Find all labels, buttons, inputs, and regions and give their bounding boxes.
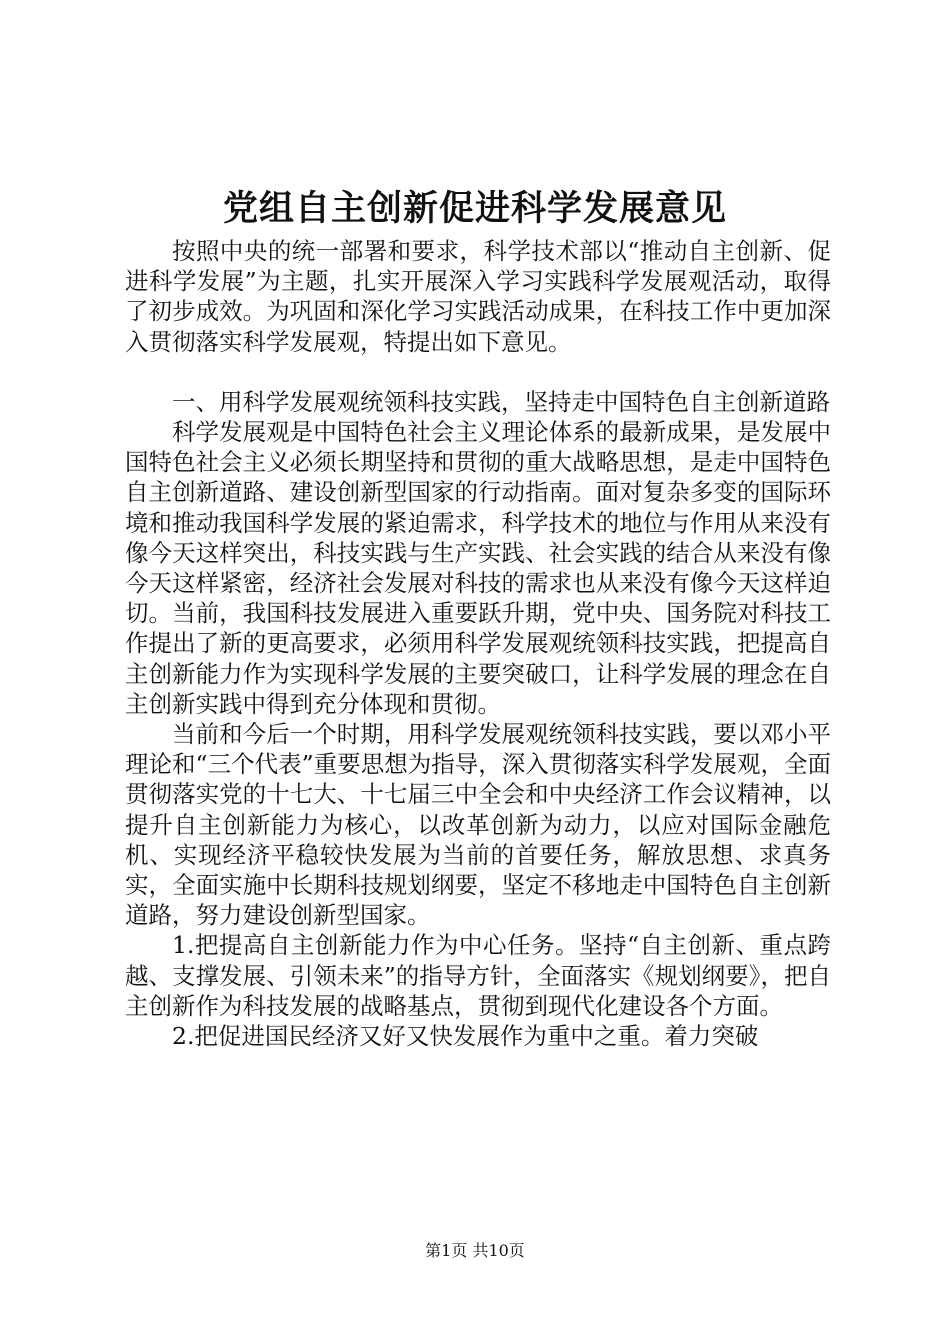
document-title: 党组自主创新促进科学发展意见 <box>222 188 727 229</box>
paragraph-item-2: 2.把促进国民经济又好又快发展作为重中之重。着力突破 <box>172 1022 759 1051</box>
paragraph-item-1: 1.把提高自主创新能力作为中心任务。坚持“自主创新、重点跨越、支撑发展、引领未来”的指导方针，全面落实《规划纲要》，把自主创新作为科技发展的战略基点，贯彻到现代化建设各个方面。 <box>125 931 831 1020</box>
page-number-footer: 第1页 共10页 <box>425 1241 525 1260</box>
section-heading-1: 一、用科学发展观统领科技实践，坚持走中国特色自主创新道路 <box>172 387 830 416</box>
paragraph-intro: 按照中央的统一部署和要求，科学技术部以“推动自主创新、促进科学发展”为主题，扎实开展深入学习实践科学发展观活动，取得了初步成效。为巩固和深化学习实践活动成果，在科技工作中更加深入贯彻落实科学发展观，特提出如下意见。 <box>125 237 831 356</box>
paragraph-section-1-b: 当前和今后一个时期，用科学发展观统领科技实践，要以邓小平理论和“三个代表”重要思想为指导，深入贯彻落实科学发展观，全面贯彻落实党的十七大、十七届三中全会和中央经济工作会议精神，以提升自主创新能力为核心，以改革创新为动力，以应对国际金融危机、实现经济平稳较快发展为当前的首要任务，解放思想、求真务实，全面实施中长期科技规划纲要，坚定不移地走中国特色自主创新道路，努力建设创新型国家。 <box>125 720 831 930</box>
paragraph-section-1-a: 科学发展观是中国特色社会主义理论体系的最新成果，是发展中国特色社会主义必须长期坚持和贯彻的重大战略思想，是走中国特色自主创新道路、建设创新型国家的行动指南。面对复杂多变的国际环境和推动我国科学发展的紧迫需求，科学技术的地位与作用从来没有像今天这样突出，科技实践与生产实践、社会实践的结合从来没有像今天这样紧密，经济社会发展对科技的需求也从来没有像今天这样迫切。当前，我国科技发展进入重要跃升期，党中央、国务院对科技工作提出了新的更高要求，必须用科学发展观统领科技实践，把提高自主创新能力作为实现科学发展的主要突破口，让科学发展的理念在自主创新实践中得到充分体现和贯彻。 <box>125 418 831 718</box>
document-body <box>125 236 831 1051</box>
